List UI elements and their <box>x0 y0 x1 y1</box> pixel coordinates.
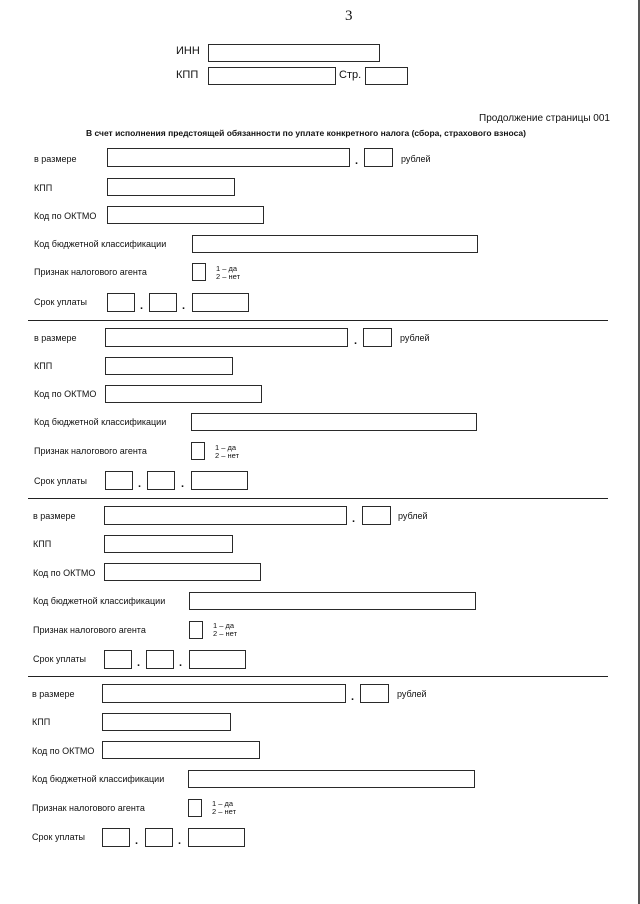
due-month-field[interactable] <box>147 471 175 490</box>
kpp-field[interactable] <box>104 535 233 553</box>
due-year-field[interactable] <box>191 471 248 490</box>
oktmo-field[interactable] <box>102 741 260 759</box>
due-year-field[interactable] <box>188 828 245 847</box>
due-day-field[interactable] <box>104 650 132 669</box>
continuation-note: Продолжение страницы 001 <box>479 113 610 124</box>
kpp-field[interactable] <box>102 713 231 731</box>
tax-agent-field[interactable] <box>189 621 203 639</box>
tax-agent-field[interactable] <box>192 263 206 281</box>
kbk-label: Код бюджетной классификации <box>34 417 167 427</box>
due-date-label: Срок уплаты <box>33 654 86 664</box>
due-day-field[interactable] <box>102 828 130 847</box>
tax-agent-hint-yes: 1 – да <box>216 264 238 273</box>
due-date-label: Срок уплаты <box>34 476 87 486</box>
rubles-label: рублей <box>397 689 427 699</box>
kpp-label: КПП <box>34 183 53 193</box>
date-dot: . <box>178 835 182 847</box>
decimal-point: . <box>352 513 356 525</box>
oktmo-label: Код по ОКТМО <box>34 211 97 221</box>
kbk-field[interactable] <box>191 413 477 431</box>
oktmo-label: Код по ОКТМО <box>33 568 96 578</box>
block-separator <box>28 498 608 499</box>
kbk-label: Код бюджетной классификации <box>32 774 165 784</box>
kbk-field[interactable] <box>192 235 478 253</box>
kopecks-field[interactable] <box>364 148 393 167</box>
tax-agent-hint-no: 2 – нет <box>212 807 237 816</box>
decimal-point: . <box>355 155 359 167</box>
page-label: Стр. <box>339 69 362 81</box>
kbk-label: Код бюджетной классификации <box>34 239 167 249</box>
tax-agent-hint-yes: 1 – да <box>213 621 235 630</box>
due-day-field[interactable] <box>105 471 133 490</box>
tax-agent-label: Признак налогового агента <box>33 625 146 635</box>
due-day-field[interactable] <box>107 293 135 312</box>
kpp-field[interactable] <box>105 357 233 375</box>
kpp-label: КПП <box>32 717 51 727</box>
rubles-label: рублей <box>400 333 430 343</box>
date-dot: . <box>135 835 139 847</box>
kbk-label: Код бюджетной классификации <box>33 596 166 606</box>
decimal-point: . <box>354 335 358 347</box>
due-month-field[interactable] <box>146 650 174 669</box>
kopecks-field[interactable] <box>362 506 391 525</box>
rubles-label: рублей <box>398 511 428 521</box>
date-dot: . <box>140 300 144 312</box>
block-separator <box>28 676 608 677</box>
amount-label: в размере <box>33 511 76 521</box>
page-number-field[interactable] <box>365 67 408 85</box>
header-kpp-label: КПП <box>176 69 199 81</box>
due-year-field[interactable] <box>192 293 249 312</box>
date-dot: . <box>182 300 186 312</box>
date-dot: . <box>181 478 185 490</box>
tax-agent-label: Признак налогового агента <box>32 803 145 813</box>
page-number: 3 <box>345 8 353 24</box>
tax-agent-hint-no: 2 – нет <box>215 451 240 460</box>
kpp-label: КПП <box>33 539 52 549</box>
kopecks-field[interactable] <box>363 328 392 347</box>
amount-field[interactable] <box>105 328 348 347</box>
amount-label: в размере <box>34 154 77 164</box>
due-month-field[interactable] <box>145 828 173 847</box>
amount-label: в размере <box>34 333 77 343</box>
tax-agent-label: Признак налогового агента <box>34 267 147 277</box>
oktmo-field[interactable] <box>105 385 262 403</box>
tax-agent-field[interactable] <box>188 799 202 817</box>
date-dot: . <box>137 657 141 669</box>
tax-agent-hint-no: 2 – нет <box>216 272 241 281</box>
kbk-field[interactable] <box>189 592 476 610</box>
block-separator <box>28 320 608 321</box>
tax-agent-hint-no: 2 – нет <box>213 629 238 638</box>
oktmo-label: Код по ОКТМО <box>34 389 97 399</box>
inn-field[interactable] <box>208 44 380 62</box>
due-date-label: Срок уплаты <box>32 832 85 842</box>
tax-agent-hint-yes: 1 – да <box>215 443 237 452</box>
amount-field[interactable] <box>107 148 350 167</box>
oktmo-label: Код по ОКТМО <box>32 746 95 756</box>
amount-field[interactable] <box>102 684 346 703</box>
oktmo-field[interactable] <box>104 563 261 581</box>
date-dot: . <box>138 478 142 490</box>
kbk-field[interactable] <box>188 770 475 788</box>
oktmo-field[interactable] <box>107 206 264 224</box>
due-month-field[interactable] <box>149 293 177 312</box>
tax-agent-label: Признак налогового агента <box>34 446 147 456</box>
header-kpp-field[interactable] <box>208 67 336 85</box>
tax-agent-hint-yes: 1 – да <box>212 799 234 808</box>
amount-field[interactable] <box>104 506 347 525</box>
kpp-field[interactable] <box>107 178 235 196</box>
tax-agent-field[interactable] <box>191 442 205 460</box>
rubles-label: рублей <box>401 154 431 164</box>
inn-label: ИНН <box>176 45 200 57</box>
due-year-field[interactable] <box>189 650 246 669</box>
kopecks-field[interactable] <box>360 684 389 703</box>
date-dot: . <box>179 657 183 669</box>
due-date-label: Срок уплаты <box>34 297 87 307</box>
decimal-point: . <box>351 691 355 703</box>
form-title: В счет исполнения предстоящей обязанности по уплате конкретного налога (сбора, страхового взноса) <box>86 128 526 138</box>
amount-label: в размере <box>32 689 75 699</box>
kpp-label: КПП <box>34 361 53 371</box>
